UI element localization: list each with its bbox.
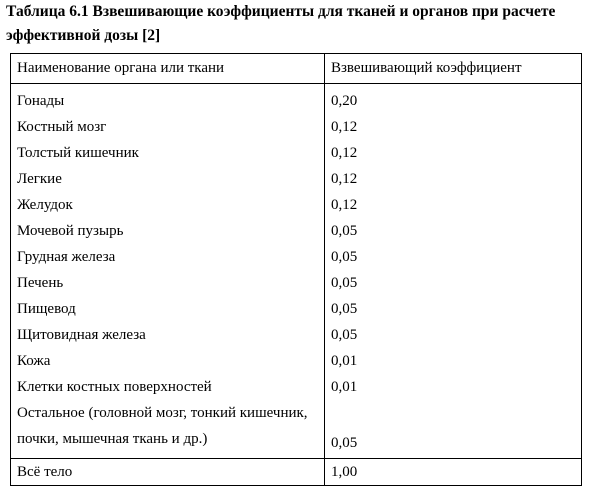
coefficient-value: 0,20	[325, 84, 582, 115]
total-row	[11, 459, 582, 486]
table-row	[11, 400, 582, 459]
organ-name: Гонады	[11, 84, 325, 115]
table-row	[11, 244, 582, 270]
coefficient-value: 0,12	[325, 114, 582, 140]
organ-name: Толстый кишечник	[11, 140, 325, 166]
table-row	[11, 84, 582, 115]
organ-name: Мочевой пузырь	[11, 218, 325, 244]
total-value: 1,00	[325, 459, 582, 486]
header-coefficient: Взвешивающий коэффициент	[325, 54, 582, 84]
organ-name: Кожа	[11, 348, 325, 374]
table-row	[11, 348, 582, 374]
header-organ: Наименование органа или ткани	[11, 54, 325, 84]
table-row	[11, 296, 582, 322]
coefficient-value: 0,12	[325, 166, 582, 192]
organ-name: Печень	[11, 270, 325, 296]
organ-name: Пищевод	[11, 296, 325, 322]
table-row	[11, 218, 582, 244]
organ-name: Остальное (головной мозг, тонкий кишечник, почки, мышечная ткань и др.)	[11, 400, 325, 459]
table-row	[11, 166, 582, 192]
table-row	[11, 322, 582, 348]
weighting-factors-table	[10, 53, 582, 486]
organ-name: Щитовидная железа	[11, 322, 325, 348]
coefficient-value: 0,05	[325, 296, 582, 322]
coefficient-value: 0,12	[325, 140, 582, 166]
coefficient-value: 0,01	[325, 374, 582, 400]
table-row	[11, 114, 582, 140]
table-row	[11, 192, 582, 218]
table-row	[11, 140, 582, 166]
table-header-row	[11, 54, 582, 84]
coefficient-value: 0,01	[325, 348, 582, 374]
coefficient-value: 0,12	[325, 192, 582, 218]
coefficient-value: 0,05	[325, 218, 582, 244]
table-row	[11, 374, 582, 400]
table-row	[11, 270, 582, 296]
organ-name: Легкие	[11, 166, 325, 192]
organ-name: Грудная железа	[11, 244, 325, 270]
coefficient-value: 0,05	[325, 244, 582, 270]
coefficient-value: 0,05	[325, 322, 582, 348]
organ-name: Желудок	[11, 192, 325, 218]
table-caption: Таблица 6.1 Взвешивающие коэффициенты для тканей и органов при расчете эффективной дозы [2]	[6, 3, 556, 44]
total-name: Всё тело	[11, 459, 325, 486]
coefficient-value: 0,05	[325, 400, 582, 459]
coefficient-value: 0,05	[325, 270, 582, 296]
organ-name: Костный мозг	[11, 114, 325, 140]
organ-name: Клетки костных поверхностей	[11, 374, 325, 400]
